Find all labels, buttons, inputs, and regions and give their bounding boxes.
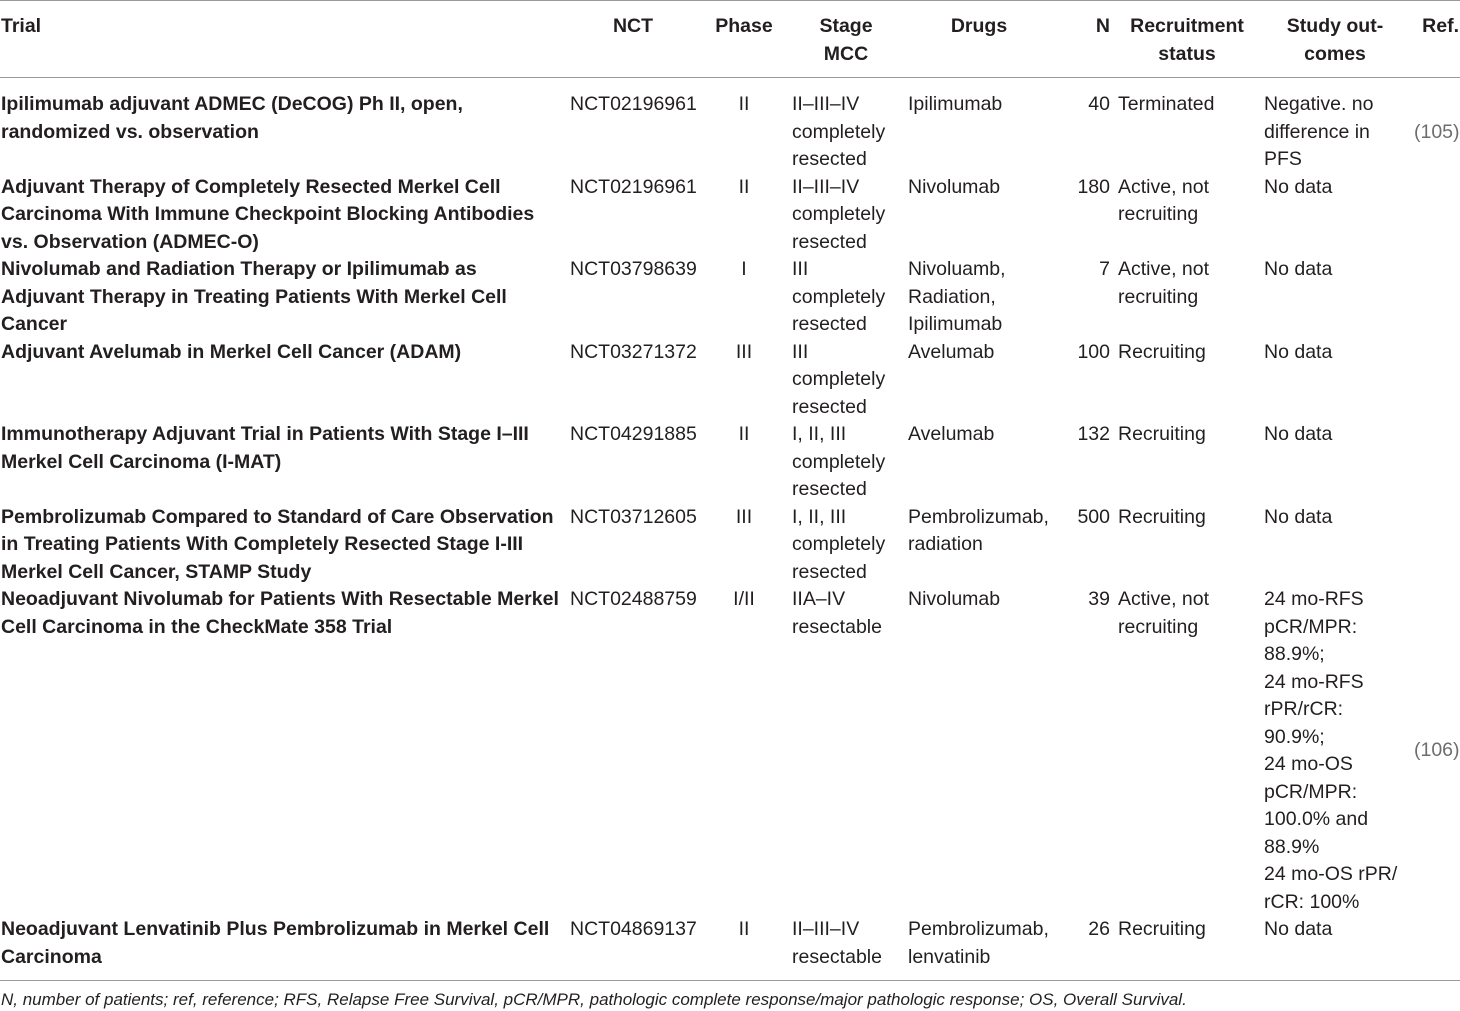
cell-n: 132 (1077, 423, 1110, 445)
cell-trial: Nivolumab and Radiation Therapy or Ipilimumab as Adjuvant Therapy in Treating Patients With Merkel Cell Cancer (1, 258, 507, 335)
cell-trial: Adjuvant Therapy of Completely Resected Merkel Cell Carcinoma With Immune Checkpoint Blocking Antibodies vs. Observation (ADMEC-O) (1, 175, 535, 253)
cell-trial: Adjuvant Avelumab in Merkel Cell Cancer (ADAM) (1, 340, 462, 363)
cell-stage: III completely resected (792, 340, 886, 418)
header-drugs: Drugs (904, 1, 1054, 78)
cell-n: 39 (1088, 588, 1110, 610)
cell-drugs: Ipilimumab (908, 93, 1003, 115)
cell-stage: II–III–IV completely resected (792, 93, 886, 170)
cell-trial: Neoadjuvant Nivolumab for Patients With Resectable Merkel Cell Carcinoma in the CheckMate 358 Trial (1, 588, 559, 638)
header-n: N (1054, 1, 1114, 78)
cell-outcomes: No data (1264, 175, 1333, 198)
cell-ref (1410, 916, 1460, 981)
cell-nct: NCT04869137 (566, 916, 700, 981)
header-outcomes: Study out- comes (1260, 1, 1410, 78)
cell-ref (1410, 174, 1460, 257)
cell-stage: I, II, III completely resected (792, 423, 886, 500)
table-row (0, 174, 1460, 257)
cell-nct: NCT03271372 (570, 340, 697, 363)
cell-phase: III (735, 340, 753, 363)
header-ref: Ref. (1410, 1, 1460, 78)
cell-ref (1410, 256, 1460, 339)
cell-nct: NCT03798639 (570, 258, 697, 280)
cell-trial: Immunotherapy Adjuvant Trial in Patients With Stage I–III Merkel Cell Carcinoma (I-MAT) (1, 423, 529, 473)
table-row (0, 339, 1460, 422)
cell-outcomes: No data (1264, 505, 1333, 528)
cell-outcomes: No data (1264, 258, 1333, 280)
header-nct: NCT (566, 1, 700, 78)
table-row (0, 256, 1460, 339)
cell-ref[interactable]: (105) (1414, 120, 1460, 143)
cell-outcomes: Negative. no difference in PFS (1264, 93, 1374, 170)
cell-ref (1410, 504, 1460, 587)
cell-outcomes: No data (1264, 340, 1333, 363)
table-row (0, 421, 1460, 504)
table-row (0, 78, 1460, 174)
cell-drugs: Avelumab (908, 423, 995, 445)
table-footnote: N, number of patients; ref, reference; RFS, Relapse Free Survival, pCR/MPR, pathologic complete response/major pathologic response; OS, Overall Survival. (1, 990, 1187, 1009)
cell-outcomes: No data (1264, 423, 1333, 445)
cell-nct: NCT04291885 (570, 423, 697, 445)
cell-phase: I/II (733, 588, 755, 610)
cell-ref (1410, 421, 1460, 504)
cell-n: 100 (1077, 340, 1110, 363)
cell-nct: NCT02196961 (570, 93, 697, 115)
cell-n: 180 (1077, 175, 1110, 198)
cell-stage: III completely resected (792, 258, 886, 335)
cell-n: 40 (1088, 93, 1110, 115)
table-row (0, 586, 1460, 916)
cell-phase: III (735, 505, 753, 528)
cell-drugs: Avelumab (908, 340, 995, 363)
cell-ref[interactable]: (106) (1414, 739, 1460, 762)
cell-ref (1410, 339, 1460, 422)
cell-status: Terminated (1118, 93, 1215, 115)
cell-drugs: Nivolumab (908, 588, 1001, 610)
cell-nct: NCT03712605 (570, 505, 697, 528)
table-row (0, 916, 1460, 981)
cell-stage: I, II, III completely resected (792, 505, 886, 583)
table-header-row (0, 1, 1460, 78)
cell-nct: NCT02488759 (570, 588, 697, 610)
cell-phase: II (738, 423, 750, 445)
cell-status: Recruiting (1118, 423, 1206, 445)
header-phase: Phase (700, 1, 788, 78)
cell-trial: Ipilimumab adjuvant ADMEC (DeCOG) Ph II, open, randomized vs. observation (1, 93, 463, 143)
cell-outcomes: No data (1260, 916, 1410, 981)
cell-stage: II–III–IV resectable (788, 916, 904, 981)
header-trial: Trial (0, 1, 566, 78)
cell-drugs: Nivolumab (908, 175, 1001, 198)
cell-status: Active, not recruiting (1118, 175, 1210, 225)
cell-drugs: Pembrolizumab, radiation (908, 505, 1049, 555)
cell-nct: NCT02196961 (570, 175, 697, 198)
cell-phase: I (741, 258, 747, 280)
cell-status: Recruiting (1118, 505, 1206, 528)
cell-drugs: Pembrolizumab, lenvatinib (904, 916, 1054, 981)
cell-n: 26 (1054, 916, 1114, 981)
cell-phase: II (738, 93, 750, 115)
table-row (0, 504, 1460, 587)
cell-status: Active, not recruiting (1118, 258, 1210, 308)
cell-status: Recruiting (1114, 916, 1260, 981)
cell-phase: II (738, 175, 750, 198)
cell-n: 7 (1099, 258, 1110, 280)
cell-status: Recruiting (1118, 340, 1206, 363)
cell-drugs: Nivoluamb, Radiation, Ipilimumab (908, 258, 1006, 335)
header-status: Recruitment status (1114, 1, 1260, 78)
cell-phase: II (700, 916, 788, 981)
cell-stage: II–III–IV completely resected (792, 175, 886, 253)
header-stage: Stage MCC (788, 1, 904, 78)
cell-status: Active, not recruiting (1118, 588, 1210, 638)
cell-stage: IIA–IV resectable (792, 588, 882, 638)
cell-trial: Neoadjuvant Lenvatinib Plus Pembrolizumab in Merkel Cell Carcinoma (0, 916, 566, 981)
cell-n: 500 (1077, 505, 1110, 528)
cell-trial: Pembrolizumab Compared to Standard of Care Observation in Treating Patients With Completely Resected Stage I-III Merkel Cell Cancer, STAMP Study (1, 505, 554, 583)
cell-outcomes: 24 mo-RFS pCR/MPR: 88.9%; 24 mo-RFS rPR/rCR: 90.9%; 24 mo-OS pCR/MPR: 100.0% and 88.9% 24 mo-OS rPR/ rCR: 100% (1264, 588, 1398, 913)
